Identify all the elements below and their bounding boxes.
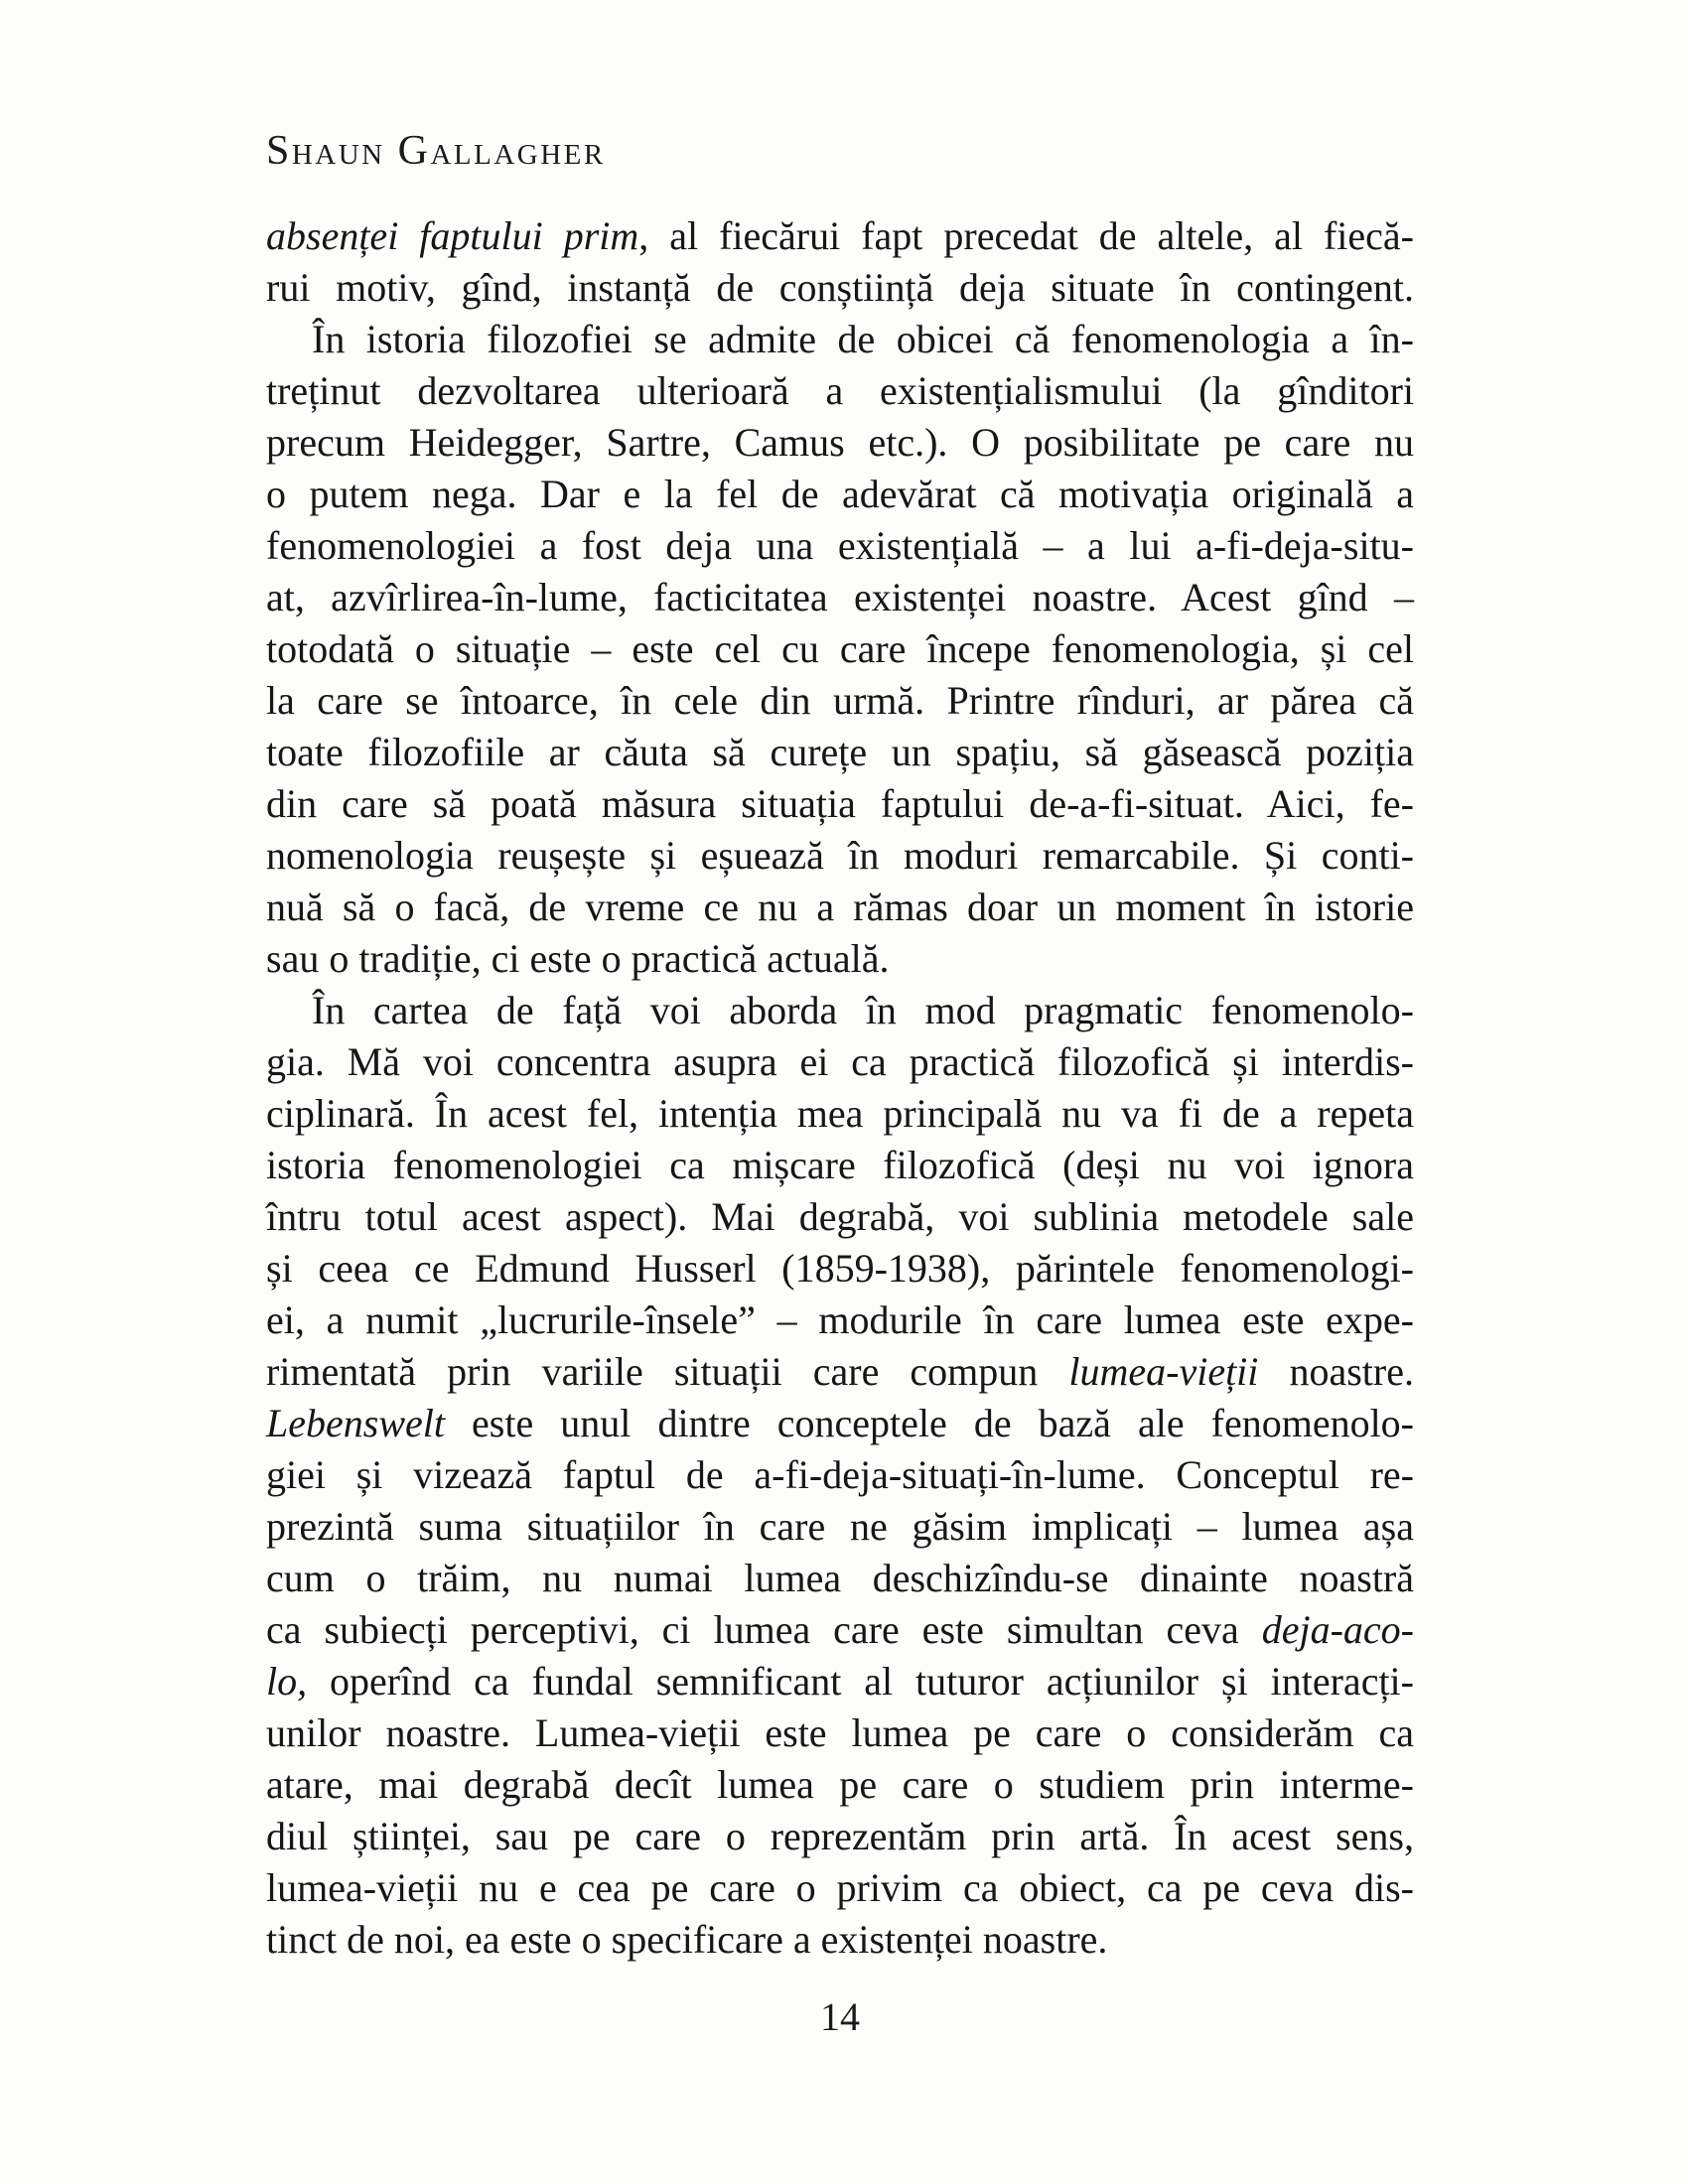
- text-line: [266, 572, 1414, 623]
- text-line: [266, 778, 1414, 830]
- text-line: [266, 1604, 1414, 1656]
- text-line: [266, 1501, 1414, 1553]
- text-segment: diul științei, sau pe care o reprezentăm prin artă. În acest sens,: [266, 1814, 1414, 1858]
- text-segment: rimentată prin variile situații care compun: [266, 1349, 1069, 1394]
- text-line: [266, 1398, 1414, 1449]
- text-segment: precum Heidegger, Sartre, Camus etc.). O posibilitate pe care nu: [266, 420, 1414, 465]
- italic-text-segment: absenței faptului prim: [266, 213, 639, 258]
- text-segment: toate filozofiile ar căuta să curețe un spațiu, să găsească poziția: [266, 730, 1414, 774]
- text-line: [266, 1553, 1414, 1604]
- text-segment: la care se întoarce, în cele din urmă. Printre rînduri, ar părea că: [266, 678, 1414, 723]
- text-line: [266, 1140, 1414, 1191]
- italic-text-segment: lo,: [266, 1659, 308, 1704]
- text-segment: noastre.: [1258, 1349, 1414, 1394]
- text-line: [266, 1656, 1414, 1707]
- text-line: [266, 1707, 1414, 1759]
- text-segment: unilor noastre. Lumea-vieții este lumea pe care o considerăm ca: [266, 1710, 1414, 1755]
- text-line: [266, 1191, 1414, 1243]
- text-line: [266, 1862, 1414, 1914]
- text-segment: at, azvîrlirea-în-lume, facticitatea existenței noastre. Acest gînd –: [266, 575, 1414, 619]
- text-segment: În cartea de față voi aborda în mod pragmatic fenomenolo-: [312, 988, 1414, 1032]
- text-line: [266, 1346, 1414, 1398]
- text-line: [266, 262, 1414, 314]
- text-line: [266, 1036, 1414, 1088]
- body-text: [266, 210, 1414, 1966]
- text-segment: cum o trăim, nu numai lumea deschizîndu-se dinainte noastră: [266, 1556, 1414, 1600]
- text-line: [266, 1243, 1414, 1295]
- text-segment: este unul dintre conceptele de bază ale fenomenolo-: [444, 1401, 1414, 1445]
- text-segment: totodată o situație – este cel cu care începe fenomenologia, și cel: [266, 626, 1414, 671]
- italic-text-segment: lumea-vieții: [1068, 1349, 1259, 1394]
- text-line: [266, 675, 1414, 727]
- text-segment: giei și vizează faptul de a-fi-deja-situați-în-lume. Conceptul re-: [266, 1452, 1414, 1497]
- text-line: [266, 1449, 1414, 1501]
- text-line: [266, 210, 1414, 262]
- text-segment: , al fiecărui fapt precedat de altele, al fiecă-: [638, 213, 1414, 258]
- page-number: 14: [820, 1994, 860, 2039]
- text-segment: ca subiecți perceptivi, ci lumea care este simultan ceva: [266, 1607, 1262, 1652]
- text-segment: și ceea ce Edmund Husserl (1859-1938), părintele fenomenologi-: [266, 1246, 1414, 1291]
- text-line: [266, 830, 1414, 882]
- text-segment: din care să poată măsura situația faptului de-a-fi-situat. Aici, fe-: [266, 781, 1414, 826]
- text-segment: operînd ca fundal semnificant al tuturor acțiunilor și interacți-: [307, 1659, 1414, 1704]
- text-segment: lumea-vieții nu e cea pe care o privim ca obiect, ca pe ceva dis-: [266, 1865, 1414, 1910]
- text-line: [266, 933, 1414, 985]
- text-segment: întru totul acest aspect). Mai degrabă, voi sublinia metodele sale: [266, 1194, 1414, 1239]
- italic-text-segment: Lebenswelt: [266, 1401, 445, 1445]
- text-segment: nuă să o facă, de vreme ce nu a rămas doar un moment în istorie: [266, 885, 1414, 929]
- text-line: [266, 1914, 1414, 1966]
- text-segment: istoria fenomenologiei ca mișcare filozofică (deși nu voi ignora: [266, 1143, 1414, 1187]
- text-segment: tinct de noi, ea este o specificare a existenței noastre.: [266, 1917, 1108, 1962]
- text-line: [266, 1759, 1414, 1811]
- text-segment: atare, mai degrabă decît lumea pe care o studiem prin interme-: [266, 1762, 1414, 1807]
- text-line: [266, 1811, 1414, 1862]
- text-line: [266, 985, 1414, 1036]
- text-segment: nomenologia reușește și eșuează în moduri remarcabile. Și conti-: [266, 833, 1414, 878]
- text-segment: prezintă suma situațiilor în care ne găsim implicați – lumea așa: [266, 1504, 1414, 1549]
- text-line: [266, 1295, 1414, 1346]
- text-line: [266, 469, 1414, 520]
- text-line: [266, 314, 1414, 365]
- text-line: [266, 623, 1414, 675]
- italic-text-segment: deja-aco-: [1261, 1607, 1414, 1652]
- text-line: [266, 520, 1414, 572]
- text-line: [266, 417, 1414, 469]
- text-segment: ciplinară. În acest fel, intenția mea principală nu va fi de a repeta: [266, 1091, 1414, 1136]
- text-line: [266, 1088, 1414, 1140]
- text-line: [266, 727, 1414, 778]
- text-segment: ei, a numit „lucrurile-însele” – modurile în care lumea este expe-: [266, 1297, 1414, 1342]
- text-segment: gia. Mă voi concentra asupra ei ca practică filozofică și interdis-: [266, 1039, 1414, 1084]
- text-segment: În istoria filozofiei se admite de obicei că fenomenologia a în-: [312, 317, 1414, 361]
- text-line: [266, 882, 1414, 933]
- text-segment: o putem nega. Dar e la fel de adevărat că motivația originală a: [266, 472, 1414, 516]
- text-line: [266, 365, 1414, 417]
- text-segment: sau o tradiție, ci este o practică actuală.: [266, 936, 890, 981]
- text-segment: treținut dezvoltarea ulterioară a existențialismului (la gînditori: [266, 368, 1414, 413]
- text-segment: fenomenologiei a fost deja una existențială – a lui a-fi-deja-situ-: [266, 523, 1414, 568]
- text-segment: rui motiv, gînd, instanță de conștiință deja situate în contingent.: [266, 265, 1414, 310]
- running-header: Shaun Gallagher: [266, 128, 606, 174]
